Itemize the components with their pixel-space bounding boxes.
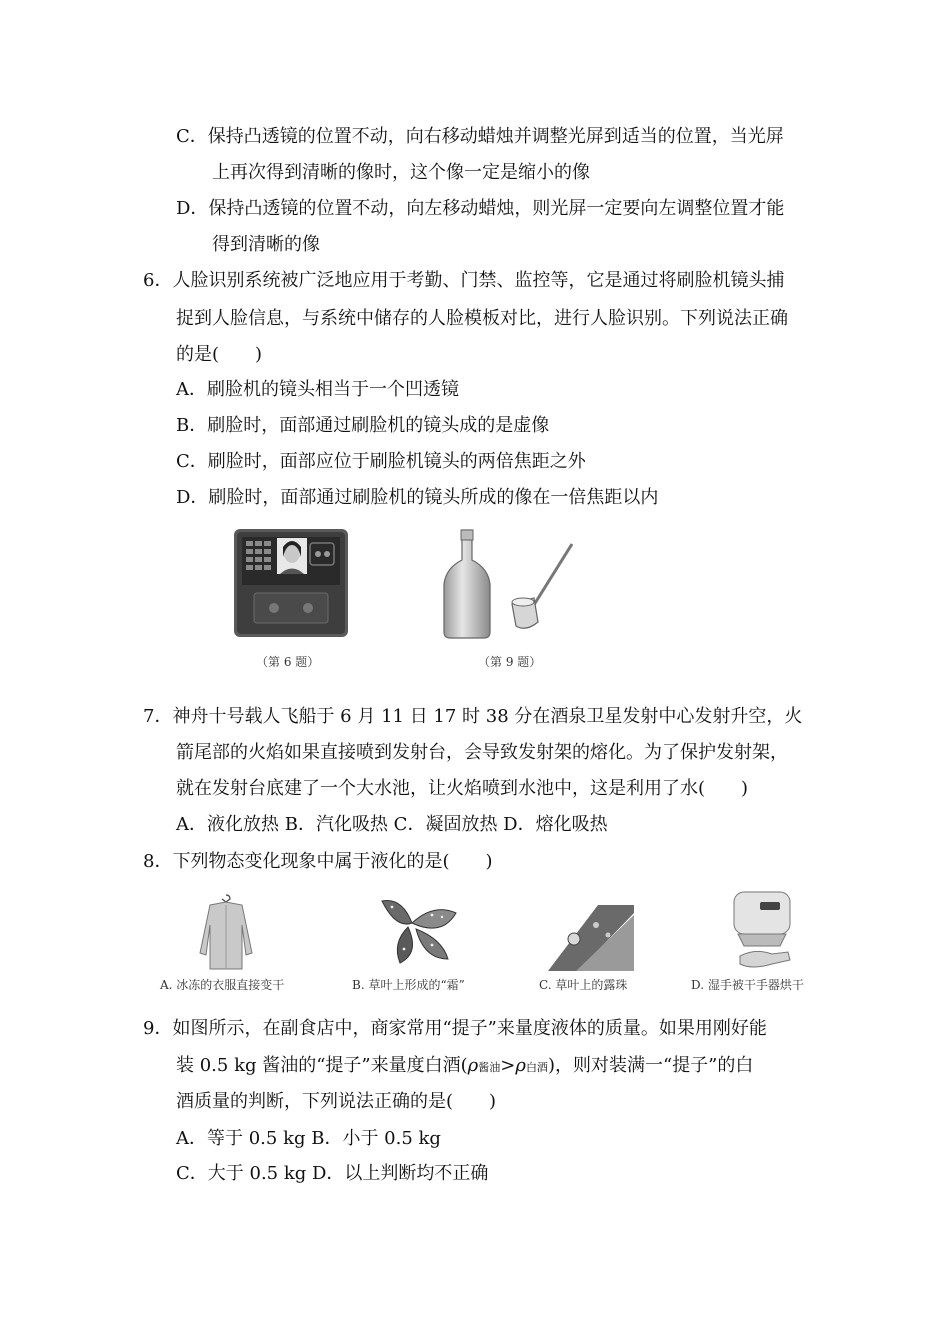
- figure-6-caption: （第 6 题）: [256, 655, 320, 669]
- q6-option-b: B．刷脸时，面部通过刷脸机的镜头成的是虚像: [176, 415, 550, 436]
- q9-line2-start: 装 0.5 kg 酱油的“提子”来量度白酒(: [176, 1055, 468, 1076]
- q9-stem-line1: 9．如图所示，在副食店中，商家常用“提子”来量度液体的质量。如果用刚好能: [143, 1018, 767, 1039]
- q7-options: A．液化放热 B．汽化吸热 C．凝固放热 D．熔化吸热: [176, 814, 608, 835]
- frost-on-leaves-image: [372, 893, 462, 965]
- q8-stem: 8．下列物态变化现象中属于液化的是( ): [143, 851, 493, 872]
- q6-option-a: A．刷脸机的镜头相当于一个凹透镜: [176, 379, 459, 400]
- q6-stem-line2: 捉到人脸信息，与系统中储存的人脸模板对比，进行人脸识别。下列说法正确: [176, 308, 788, 329]
- figure-9-caption: （第 9 题）: [478, 655, 542, 669]
- soy-sauce-subscript: 酱油: [478, 1061, 501, 1074]
- q9-line2-end: )，则对装满一“提子”的白: [547, 1055, 754, 1076]
- frozen-clothes-image: [196, 893, 256, 971]
- q5-option-c-line1: C．保持凸透镜的位置不动，向右移动蜡烛并调整光屏到适当的位置，当光屏: [176, 126, 784, 147]
- q6-stem-line1: 6．人脸识别系统被广泛地应用于考勤、门禁、监控等，它是通过将刷脸机镜头捕: [143, 270, 785, 291]
- greater-than-sign: >: [500, 1055, 516, 1076]
- q6-option-c: C．刷脸时，面部应位于刷脸机镜头的两倍焦距之外: [176, 451, 586, 472]
- q9-stem-line2: [176, 1054, 753, 1080]
- q9-options-ab: A．等于 0.5 kg B．小于 0.5 kg: [176, 1128, 441, 1149]
- liquor-subscript: 白酒: [525, 1061, 548, 1074]
- q5-option-d-line2: 得到清晰的像: [212, 234, 320, 255]
- q8-caption-a: A. 冰冻的衣服直接变干: [160, 978, 285, 992]
- q6-option-d: D．刷脸时，面部通过刷脸机的镜头所成的像在一倍焦距以内: [176, 487, 659, 508]
- q7-stem-line1: 7．神舟十号载人飞船于 6 月 11 日 17 时 38 分在酒泉卫星发射中心发射升空，火: [143, 706, 803, 727]
- q5-option-d-line1: D．保持凸透镜的位置不动，向左移动蜡烛，则光屏一定要向左调整位置才能: [176, 198, 785, 219]
- q8-caption-d: D. 湿手被干手器烘干: [691, 978, 804, 992]
- q7-stem-line2: 箭尾部的火焰如果直接喷到发射台，会导致发射架的熔化。为了保护发射架，: [176, 742, 788, 763]
- q9-options-cd: C．大于 0.5 kg D．以上判断均不正确: [176, 1163, 489, 1184]
- q5-option-c-line2: 上再次得到清晰的像时，这个像一定是缩小的像: [212, 162, 590, 183]
- q6-stem-line3: 的是( ): [176, 344, 263, 365]
- rho-symbol: ρ: [467, 1055, 479, 1076]
- q7-stem-line3: 就在发射台底建了一个大水池，让火焰喷到水池中，这是利用了水( ): [176, 778, 749, 799]
- q8-caption-c: C. 草叶上的露珠: [539, 978, 628, 992]
- q8-caption-b: B. 草叶上形成的“霜”: [352, 978, 465, 992]
- rho-symbol-2: ρ: [515, 1055, 526, 1076]
- hand-dryer-image: [732, 890, 798, 974]
- face-recognition-machine-image: [232, 527, 350, 639]
- bottle-and-ladle-image: [442, 528, 577, 640]
- dew-on-grass-image: [548, 905, 634, 971]
- q9-stem-line3: 酒质量的判断，下列说法正确的是( ): [176, 1091, 497, 1112]
